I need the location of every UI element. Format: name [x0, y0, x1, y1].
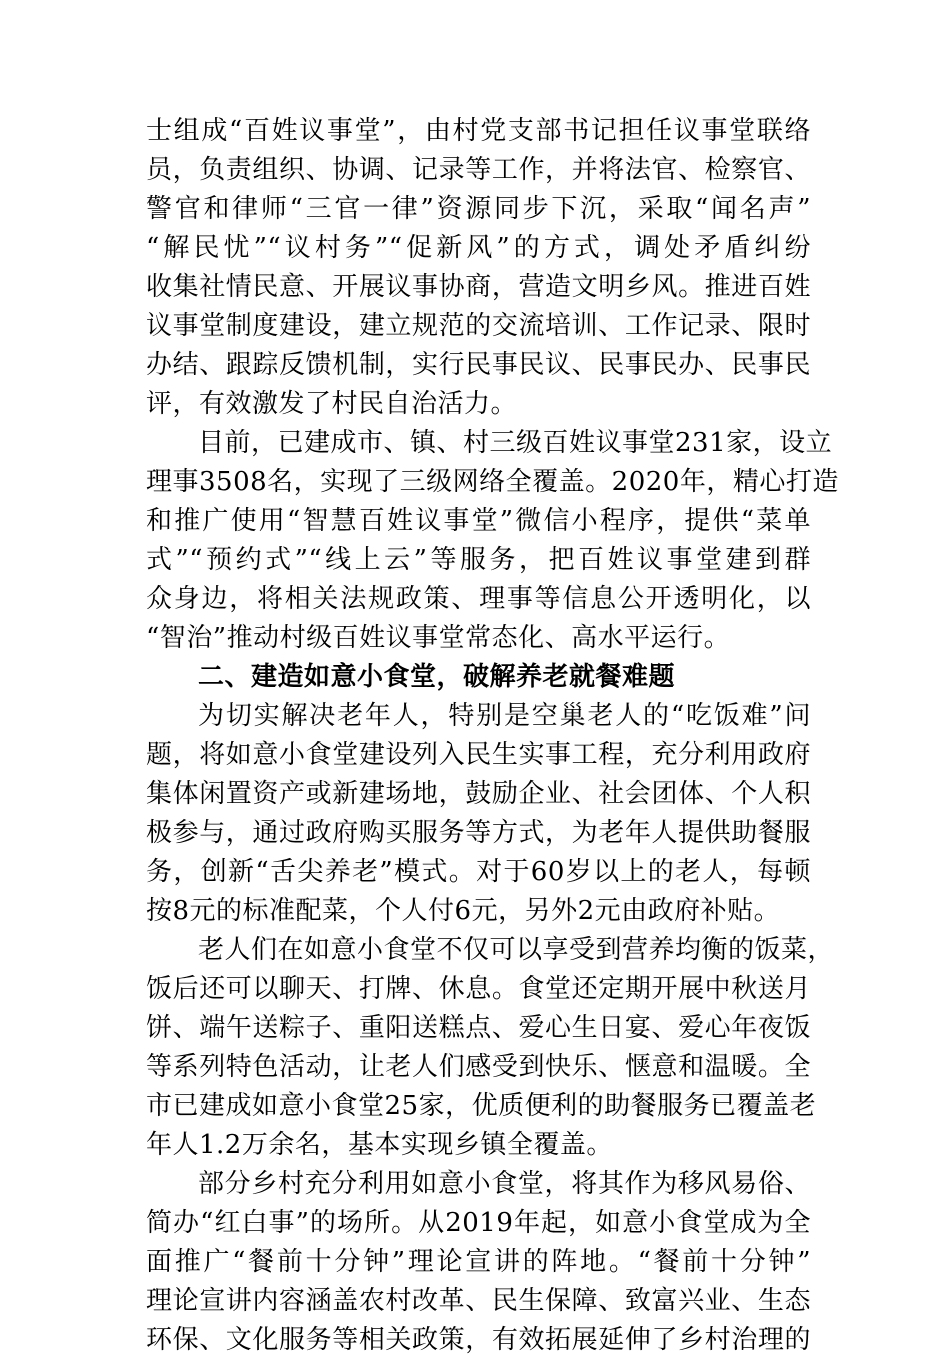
text-line: 士组成“百姓议事堂”，由村党支部书记担任议事堂联络 — [146, 116, 811, 146]
text-line: 议事堂制度建设，建立规范的交流培训、工作记录、限时 — [146, 311, 811, 341]
text-line: 饼、端午送粽子、重阳送糕点、爱心生日宴、爱心年夜饭 — [146, 1013, 811, 1043]
text-line: 和推广使用“智慧百姓议事堂”微信小程序，提供“菜单 — [146, 506, 811, 536]
text-line: 题，将如意小食堂建设列入民生实事工程，充分利用政府 — [146, 740, 811, 770]
text-line: 环保、文化服务等相关政策，有效拓展延伸了乡村治理的 — [146, 1325, 811, 1355]
text-line: 年人1.2万余名，基本实现乡镇全覆盖。 — [146, 1130, 613, 1160]
text-line: 饭后还可以聊天、打牌、休息。食堂还定期开展中秋送月 — [146, 974, 811, 1004]
text-line: 为切实解决老年人，特别是空巢老人的“吃饭难”问 — [198, 701, 811, 731]
text-line: 部分乡村充分利用如意小食堂，将其作为移风易俗、 — [198, 1169, 811, 1199]
text-line: 警官和律师“三官一律”资源同步下沉，采取“闻名声” — [146, 194, 811, 224]
text-line: 评，有效激发了村民自治活力。 — [146, 389, 518, 419]
text-line: 面推广“餐前十分钟”理论宣讲的阵地。“餐前十分钟” — [146, 1247, 811, 1277]
text-line: “解民忧”“议村务”“促新风”的方式，调处矛盾纠纷 — [146, 233, 811, 263]
text-line: 集体闲置资产或新建场地，鼓励企业、社会团体、个人积 — [146, 779, 811, 809]
text-line: 办结、跟踪反馈机制，实行民事民议、民事民办、民事民 — [146, 350, 811, 380]
section-heading: 二、建造如意小食堂，破解养老就餐难题 — [198, 662, 676, 692]
text-line: 极参与，通过政府购买服务等方式，为老年人提供助餐服 — [146, 818, 811, 848]
text-line: 简办“红白事”的场所。从2019年起，如意小食堂成为全 — [146, 1208, 811, 1238]
text-line: 理论宣讲内容涵盖农村改革、民生保障、致富兴业、生态 — [146, 1286, 811, 1316]
text-line: 按8元的标准配菜，个人付6元，另外2元由政府补贴。 — [146, 896, 781, 926]
text-line: “智治”推动村级百姓议事堂常态化、高水平运行。 — [146, 623, 731, 653]
text-line: 市已建成如意小食堂25家，优质便利的助餐服务已覆盖老 — [146, 1091, 817, 1121]
text-line: 务，创新“舌尖养老”模式。对于60岁以上的老人，每顿 — [146, 857, 811, 887]
text-line: 目前，已建成市、镇、村三级百姓议事堂231家，设立 — [198, 428, 833, 458]
text-line: 众身边，将相关法规政策、理事等信息公开透明化，以 — [146, 584, 811, 614]
text-line: 老人们在如意小食堂不仅可以享受到营养均衡的饭菜， — [198, 935, 835, 965]
text-line: 理事3508名，实现了三级网络全覆盖。2020年，精心打造 — [146, 467, 839, 497]
text-line: 员，负责组织、协调、记录等工作，并将法官、检察官、 — [146, 155, 811, 185]
document-body — [146, 112, 839, 1360]
text-line: 收集社情民意、开展议事协商，营造文明乡风。推进百姓 — [146, 272, 811, 302]
text-line: 式”“预约式”“线上云”等服务，把百姓议事堂建到群 — [146, 545, 811, 575]
text-line: 等系列特色活动，让老人们感受到快乐、惬意和温暖。全 — [146, 1052, 811, 1082]
